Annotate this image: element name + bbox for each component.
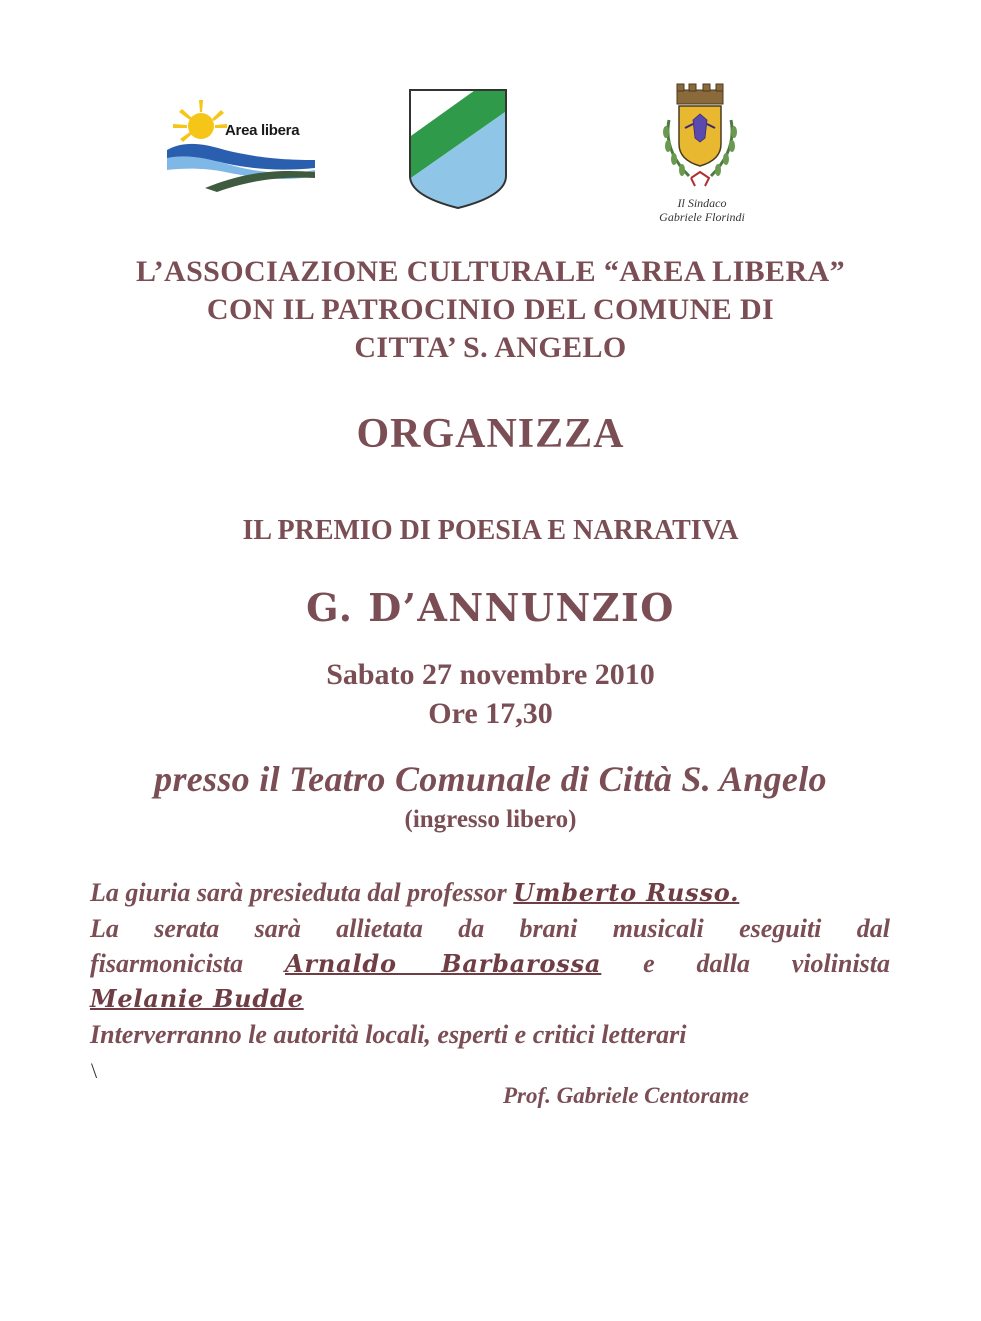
fisarmonicista-name: Arnaldo Barbarossa [284, 949, 602, 978]
giuria-line [90, 878, 739, 908]
header-line-1: L’ASSOCIAZIONE CULTURALE “AREA LIBERA” [135, 255, 845, 288]
comune-coat-of-arms [655, 80, 745, 192]
violinista-text: e dalla violinista [643, 949, 891, 978]
ingresso-note: (ingresso libero) [404, 806, 577, 833]
event-date: Sabato 27 novembre 2010 [326, 658, 655, 691]
coat-of-arms-icon [655, 80, 745, 192]
premio-title: IL PREMIO DI POESIA E NARRATIVA [242, 515, 739, 546]
award-name: G. D’ANNUNZIO [306, 585, 675, 630]
interverranno-line: Interverranno le autorità locali, esperti e critici letterari [90, 1020, 687, 1049]
stray-mark: \ [91, 1058, 98, 1083]
fisarmonicista-line [90, 949, 890, 979]
header-line-2: CON IL PATROCINIO DEL COMUNE DI [206, 293, 775, 326]
area-libera-logo [165, 98, 317, 194]
fisarmonicista-text: fisarmonicista [90, 949, 244, 978]
sindaco-caption [622, 196, 782, 224]
violinista-name: Melanie Budde [90, 984, 304, 1013]
sindaco-name: Gabriele Florindi [659, 210, 745, 224]
area-libera-emblem-icon [165, 98, 317, 194]
event-time: Ore 17,30 [428, 697, 553, 730]
organizza-heading: ORGANIZZA [356, 411, 625, 457]
event-venue: presso il Teatro Comunale di Città S. Angelo [154, 759, 827, 799]
abruzzo-shield-icon [408, 88, 508, 210]
regione-shield [408, 88, 508, 210]
area-libera-label: Area libera [225, 122, 300, 139]
signature: Prof. Gabriele Centorame [503, 1083, 749, 1108]
giuria-name: Umberto Russo. [513, 878, 740, 907]
serata-line: La serata sarà allietata da brani musicali eseguiti dal [90, 914, 890, 943]
giuria-text: La giuria sarà presieduta dal professor [90, 878, 507, 907]
sindaco-title: Il Sindaco [677, 196, 727, 210]
violinista-line [90, 984, 304, 1014]
header-line-3: CITTA’ S. ANGELO [354, 331, 627, 364]
